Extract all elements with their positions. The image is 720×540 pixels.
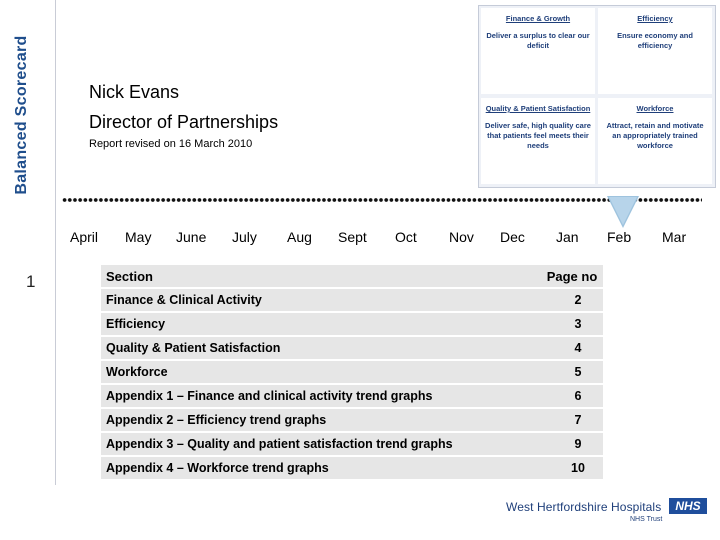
section-title: Quality & Patient Satisfaction (106, 341, 281, 355)
contents-row (101, 289, 603, 311)
section-title: Finance & Clinical Activity (106, 293, 262, 307)
contents-row (101, 361, 603, 383)
contents-row (101, 385, 603, 407)
month-label: Oct (395, 229, 417, 245)
quadrant-heading: Finance & Growth (505, 14, 571, 23)
trust-subtitle: NHS Trust (630, 516, 663, 523)
sidebar-title: Balanced Scorecard (13, 35, 30, 195)
section-title: Efficiency (106, 317, 166, 331)
section-title: Appendix 3 – Quality and patient satisfaction trend graphs (106, 437, 453, 451)
revision-note: Report revised on 16 March 2010 (89, 138, 253, 150)
slide-number: 1 (26, 272, 36, 291)
quadrant-heading: Quality & Patient Satisfaction (485, 104, 591, 113)
sidebar (0, 0, 55, 540)
quadrant-efficiency (598, 8, 712, 94)
quadrant-body: Deliver safe, high quality care that patients feel meets their needs (485, 121, 591, 150)
month-label: Nov (449, 229, 474, 245)
month-label: Jan (556, 229, 579, 245)
section-title: Appendix 4 – Workforce trend graphs (106, 461, 329, 475)
contents-row (101, 313, 603, 335)
contents-row (101, 457, 603, 479)
nhs-logo: NHS (669, 498, 707, 514)
page-number: 10 (571, 461, 585, 475)
contents-row (101, 409, 603, 431)
quadrant-body: Attract, retain and motivate an appropriately trained workforce (606, 121, 704, 150)
author-name: Nick Evans (89, 82, 180, 102)
scorecard-quadrants (478, 5, 716, 188)
quadrant-workforce (598, 98, 712, 184)
quadrant-body: Ensure economy and efficiency (617, 31, 693, 50)
section-title: Workforce (106, 365, 168, 379)
current-month-marker-fill (609, 197, 637, 225)
month-label: Aug (287, 229, 312, 245)
section-title: Appendix 2 – Efficiency trend graphs (106, 413, 327, 427)
month-label: May (125, 229, 152, 245)
month-label: Mar (662, 229, 687, 245)
month-label: Dec (500, 229, 525, 245)
page-number: 7 (574, 413, 582, 427)
quadrant-body: Deliver a surplus to clear our deficit (486, 31, 590, 50)
month-label: July (232, 229, 257, 245)
contents-row (101, 337, 603, 359)
page-column-header: Page no (546, 269, 598, 284)
quadrant-quality (481, 98, 595, 184)
quadrant-finance-growth (481, 8, 595, 94)
page-number: 3 (574, 317, 582, 331)
page-number: 4 (574, 341, 582, 355)
organisation-name: West Hertfordshire Hospitals (506, 500, 662, 514)
quadrant-heading: Efficiency (637, 14, 673, 23)
page-number: 5 (574, 365, 582, 379)
section-title: Appendix 1 – Finance and clinical activity trend graphs (106, 389, 433, 403)
month-label: Sept (338, 229, 367, 245)
quadrant-heading: Workforce (636, 104, 674, 113)
month-label: April (70, 229, 99, 245)
page-number: 2 (574, 293, 582, 307)
author-role: Director of Partnerships (89, 112, 279, 132)
month-label: June (176, 229, 207, 245)
sidebar-divider (55, 0, 56, 485)
contents-row (101, 433, 603, 455)
month-label: Feb (607, 229, 632, 245)
contents-header-row (101, 265, 603, 287)
section-column-header: Section (106, 269, 153, 284)
page-number: 9 (574, 437, 582, 451)
timeline-dotted-line (62, 196, 702, 204)
page-number: 6 (574, 389, 582, 403)
